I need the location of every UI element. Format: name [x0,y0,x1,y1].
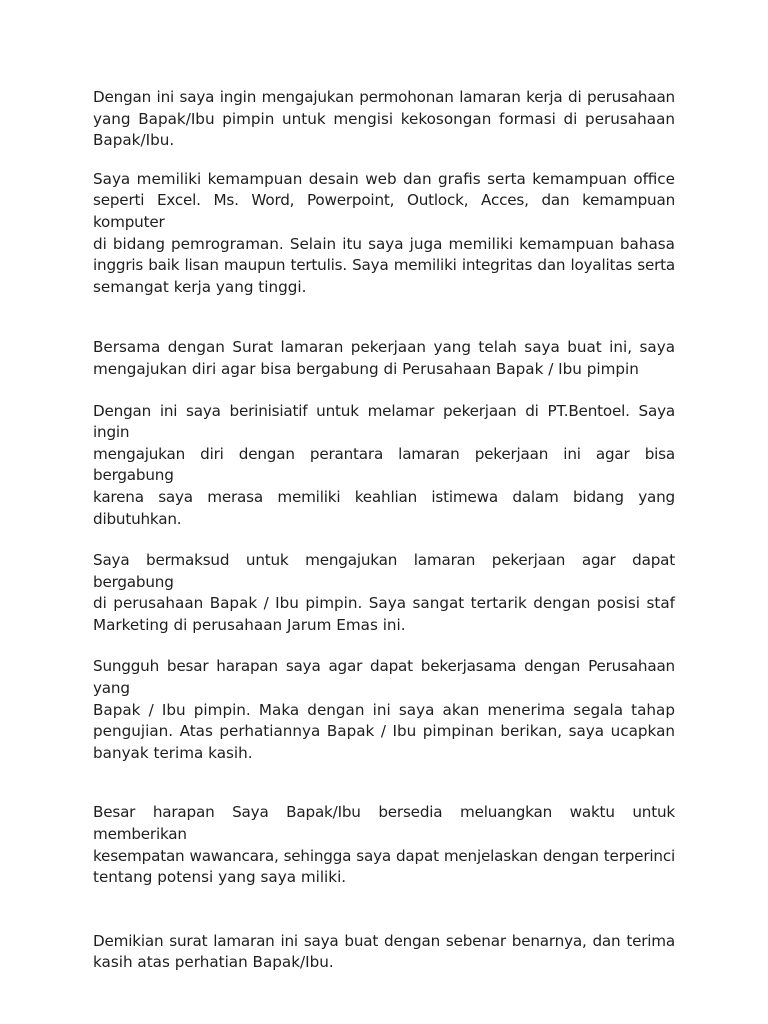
paragraph-initiative [93,401,675,531]
paragraph-skills [93,169,675,299]
paragraph-line: pengujian. Atas perhatiannya Bapak / Ibu pimpinan berikan, saya ucapkan [93,722,675,741]
letter-body [93,87,675,974]
paragraph-line: Besar harapan Saya Bapak/Ibu bersedia meluangkan waktu untuk memberikan [93,803,675,844]
paragraph-line: Demikian surat lamaran ini saya buat dengan sebenar benarnya, dan terima [93,931,675,950]
paragraph-join-request [93,337,675,380]
paragraph-line: tentang potensi yang saya miliki. [93,868,347,887]
paragraph-line: Bapak / Ibu pimpin. Maka dengan ini saya akan menerima segala tahap [93,700,675,719]
paragraph-position-interest [93,550,675,636]
paragraph-line: semangat kerja yang tinggi. [93,277,307,296]
paragraph-line: yang Bapak/Ibu pimpin untuk mengisi kekosongan formasi di perusahaan [93,109,675,128]
paragraph-line: di bidang pemrograman. Selain itu saya juga memiliki kemampuan bahasa [93,234,675,253]
paragraph-line: mengajukan diri dengan perantara lamaran pekerjaan ini agar bisa bergabung [93,444,675,485]
paragraph-line: mengajukan diri agar bisa bergabung di Perusahaan Bapak / Ibu pimpin [93,359,639,378]
paragraph-line: Bersama dengan Surat lamaran pekerjaan yang telah saya buat ini, saya [93,338,675,357]
paragraph-line: kesempatan wawancara, sehingga saya dapat menjelaskan dengan terperinci [93,846,675,865]
paragraph-line: kasih atas perhatian Bapak/Ibu. [93,953,334,972]
paragraph-line: di perusahaan Bapak / Ibu pimpin. Saya sangat tertarik dengan posisi staf [93,594,675,613]
paragraph-line: Saya bermaksud untuk mengajukan lamaran pekerjaan agar dapat bergabung [93,551,675,591]
paragraph-line: banyak terima kasih. [93,743,253,762]
paragraph-line: Bapak/Ibu. [93,131,175,150]
paragraph-line: seperti Excel. Ms. Word, Powerpoint, Outlock, Acces, dan kemampuan komputer [93,191,675,231]
paragraph-line: Sungguh besar harapan saya agar dapat bekerjasama dengan Perusahaan yang [93,657,675,698]
paragraph-line: Saya memiliki kemampuan desain web dan grafis serta kemampuan office [93,169,675,188]
paragraph-line: karena saya merasa memiliki keahlian istimewa dalam bidang yang dibutuhkan. [93,487,675,528]
paragraph-closing [93,931,675,974]
paragraph-line: Dengan ini saya berinisiatif untuk melamar pekerjaan di PT.Bentoel. Saya ingin [93,401,675,442]
paragraph-line: inggris baik lisan maupun tertulis. Saya memiliki integritas dan loyalitas serta [93,256,675,275]
paragraph-line: Dengan ini saya ingin mengajukan permohonan lamaran kerja di perusahaan [93,88,675,106]
paragraph-hope-cooperation [93,656,675,764]
paragraph-application-intent [93,87,675,152]
paragraph-interview-request [93,802,675,888]
paragraph-line: Marketing di perusahaan Jarum Emas ini. [93,615,406,634]
